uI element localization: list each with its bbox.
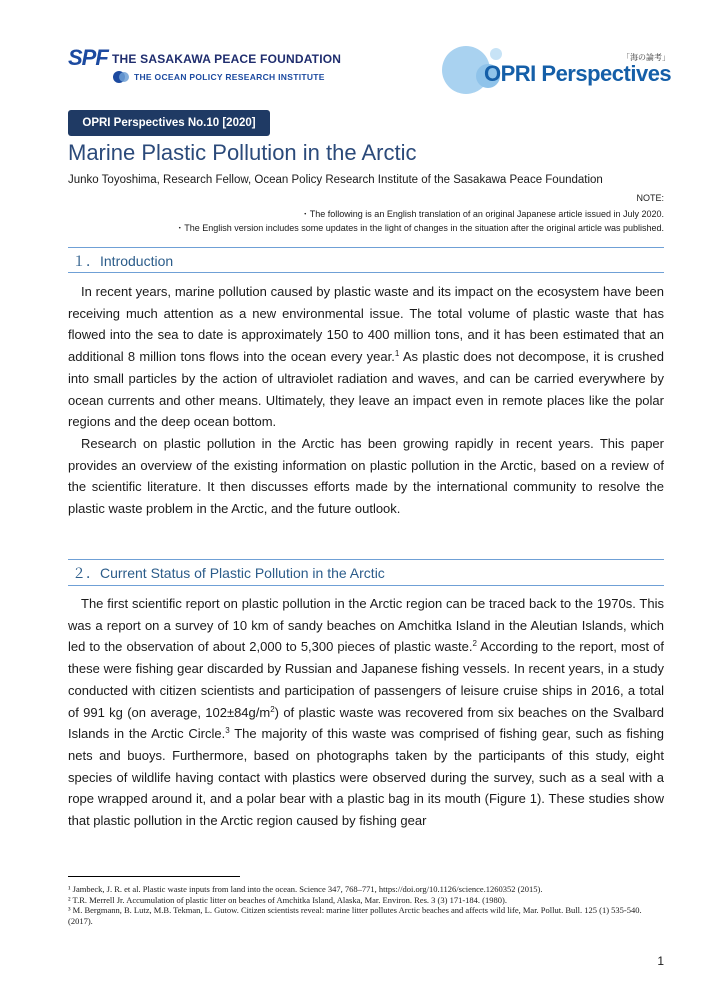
section-body-introduction	[68, 281, 664, 520]
footnote-ref[interactable]: 3	[225, 726, 230, 736]
footnote-1: ¹ Jambeck, J. R. et al. Plastic waste inputs from land into the ocean. Science 347, 768–771, https://doi.org/10.1126/science.1260352 (2015).	[68, 884, 543, 894]
section-heading-current-status: ２．Current Status of Plastic Pollution in the Arctic	[72, 565, 385, 581]
series-badge: OPRI Perspectives No.10 [2020]	[68, 110, 270, 136]
foundation-name: THE SASAKAWA PEACE FOUNDATION	[112, 52, 342, 66]
section-rule	[68, 585, 664, 586]
footnote-3: ³ M. Bergmann, B. Lutz, M.B. Tekman, L. Gutow. Citizen scientists reveal: marine litter pollutes Arctic beaches and affects wild life, Mar. Pollut. Bull. 125 (1) 535-540. (2017).	[68, 905, 642, 926]
section-rule	[68, 559, 664, 560]
article-title: Marine Plastic Pollution in the Arctic	[68, 140, 417, 165]
spf-logo: SPF	[68, 45, 108, 70]
footnote-ref[interactable]: 2	[472, 639, 477, 649]
footnote-2: ² T.R. Merrell Jr. Accumulation of plastic litter on beaches of Amchitka Island, Alaska, Mar. Environ. Res. 3 (3) 171-184. (1980).	[68, 894, 507, 905]
footnote-ref[interactable]: 1	[394, 349, 400, 359]
paragraph: In recent years, marine pollution caused by plastic waste and its impact on the ecosystem have been receiving much attention as a new environmental issue. The total volume of plastic waste that has flowed into the sea to date is approximately 150 to 400 million tons, and it has been estimated that an additional 8 million tons flows into the ocean every year.$^1$ As plastic does not decompose, it is crushed into small particles by the action of ultraviolet radiation and waves, and can be carried everywhere by ocean currents and other means. Ultimately, they leave an impact even in remote places like the polar regions and the deep ocean bottom.	[68, 284, 664, 430]
section-body-current-status	[68, 593, 664, 832]
japanese-tag: 「海の論考」	[622, 53, 670, 62]
note-item-1: ・The following is an English translation of an original Japanese article issued in July 2020.	[300, 209, 664, 219]
section-heading-introduction: １．Introduction	[72, 253, 174, 269]
section-rule	[68, 272, 664, 273]
footnotes	[68, 884, 668, 926]
paragraph: The first scientific report on plastic pollution in the Arctic region can be traced back to the 1970s. This was a report on a survey of 10 km of sandy beaches on Amchitka Island in the Aleutian Islands, which led to the observation of about 2,000 to 5,300 pieces of plastic waste.$^2$ According to the report, most of these were fishing gear discarded by Russian and Japanese fishing vessels. In recent years, in a study conducted with citizen scientists and participation of passengers of leisure cruise ships in 2016, a total of 991 kg (on average, $102\pm 84g/m^2$) of plastic waste was recovered from six beaches on the Svalbard Islands in the Arctic Circle.$^3$ The majority of this waste was comprised of fishing gear, such as fishing nets and buoys. Furthermore, based on photographs taken by the participants of this study, eight species of wildlife having contact with plastics were observed during the survey, such as a seal with a rope wrapped around it, and a polar bear with a plastic bag in its mouth (Figure 1). These studies show that plastic pollution in the Arctic region caused by fishing gear	[68, 596, 665, 829]
footnote-rule	[68, 876, 240, 877]
opri-perspectives-brand: OPRI Perspectives	[484, 61, 672, 86]
section-rule	[68, 247, 664, 248]
opri-logo-icon	[112, 70, 130, 84]
paragraph: Research on plastic pollution in the Arctic has been growing rapidly in recent years. This paper provides an overview of the existing information on plastic pollution in the Arctic, based on a review of the scientific literature. It then discusses efforts made by the international community to resolve the plastic waste problem in the Arctic, and the future outlook.	[68, 435, 664, 517]
superscript-2: 2	[270, 704, 275, 714]
note-item-2: ・The English version includes some updates in the light of changes in the situation after the original article was published.	[175, 223, 664, 233]
author-line: Junko Toyoshima, Research Fellow, Ocean Policy Research Institute of the Sasakawa Peace Foundation	[68, 174, 603, 186]
institute-name: THE OCEAN POLICY RESEARCH INSTITUTE	[134, 72, 325, 82]
note-label: NOTE:	[636, 193, 664, 203]
page-number: 1	[657, 954, 664, 968]
